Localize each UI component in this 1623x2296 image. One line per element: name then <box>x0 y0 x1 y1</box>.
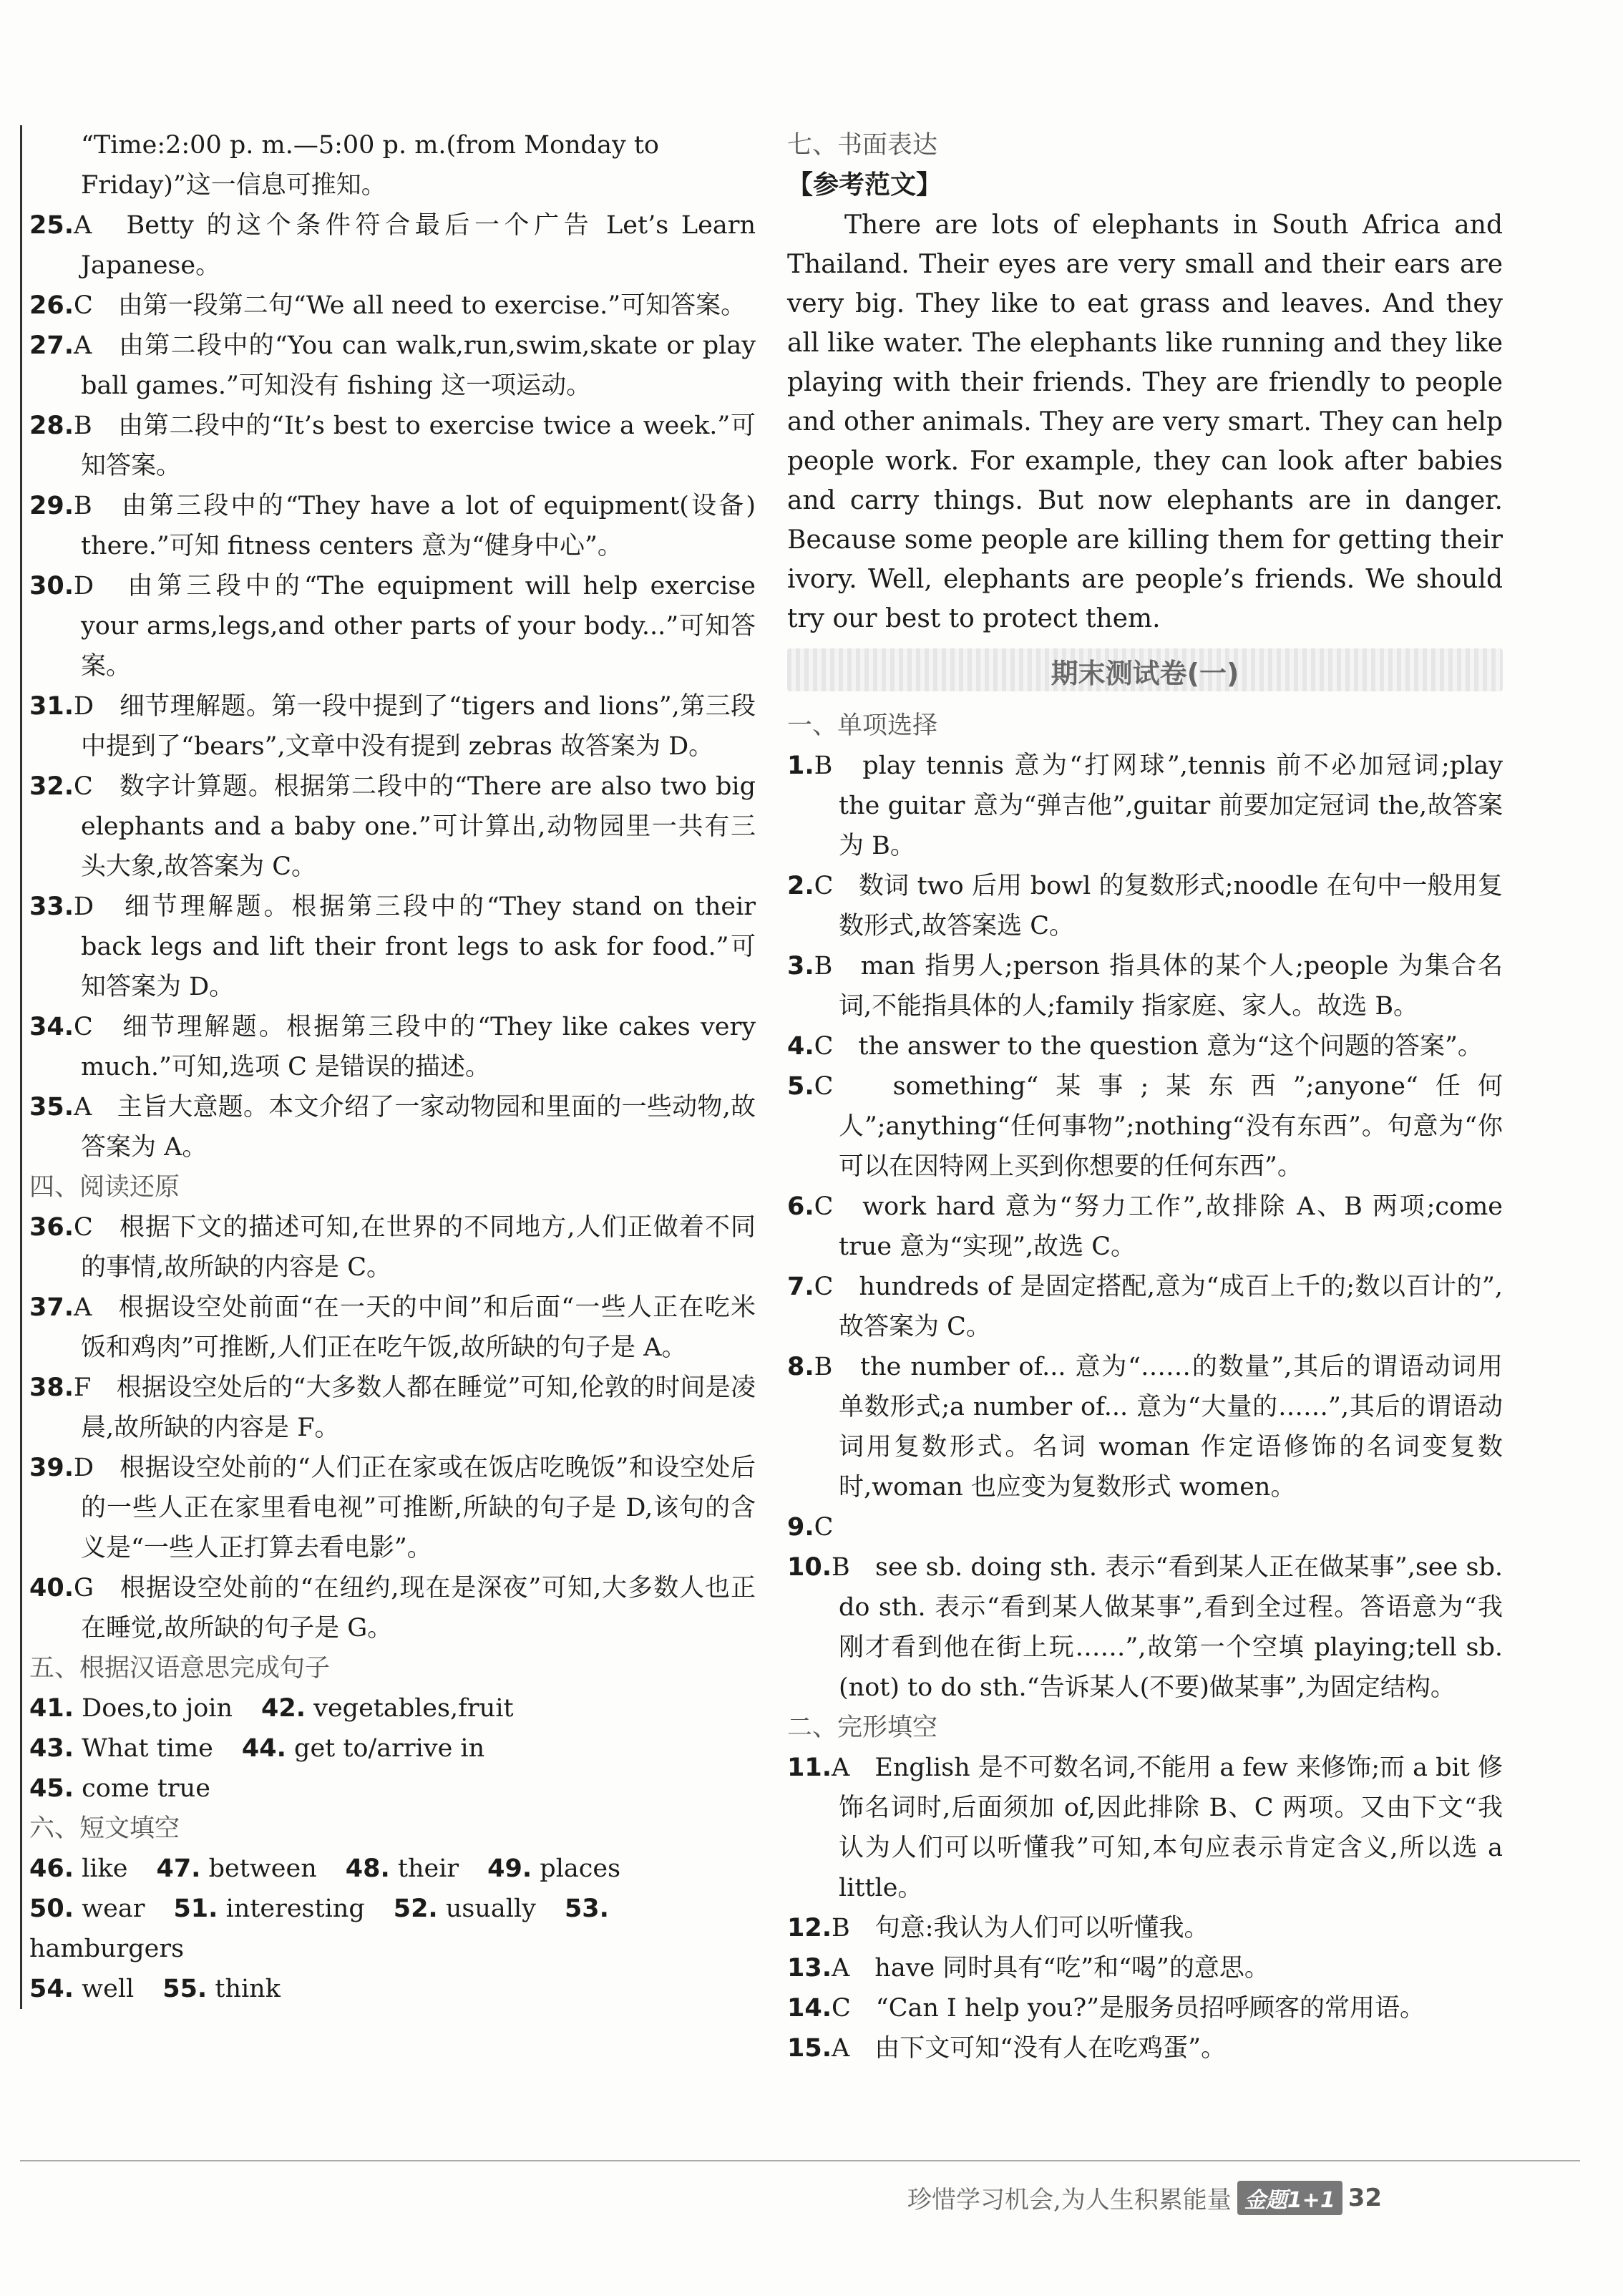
answer-number: 2. <box>787 872 814 900</box>
answers-25-35 <box>29 205 756 1167</box>
answer-item <box>29 1448 756 1568</box>
answer-item <box>29 1007 756 1087</box>
answer-number: 49. <box>487 1854 532 1883</box>
answer-number: 15. <box>787 2034 832 2063</box>
section-heading-4: 四、阅读还原 <box>29 1173 180 1202</box>
answer-number: 51. <box>173 1894 218 1923</box>
right-column <box>787 125 1503 2068</box>
model-essay: There are lots of elephants in South Africa and Thailand. Their eyes are very small and their ears are very big. They like to eat grass and leaves. And they all like water. The elephants like running and they like playing with their friends. They are friendly to people and other animals. They are very smart. They can help people work. For example, they can look after babies and carry things. But now elephants are in danger. Because some people are killing them for getting their ivory. Well, elephants are people’s friends. We should try our best to protect them. <box>787 210 1503 633</box>
section-heading-6: 六、短文填空 <box>29 1814 180 1843</box>
answers-11-15 <box>787 1748 1503 2068</box>
answer-text: C 由第一段第二句“We all need to exercise.”可知答案。 <box>74 291 746 320</box>
answer-number: 1. <box>787 751 814 780</box>
answer-number: 27. <box>29 331 74 360</box>
answer-text: well <box>82 1975 135 2003</box>
answer-item <box>29 406 756 486</box>
answer-text: A Betty 的这个条件符合最后一个广告 Let’s Learn Japanese。 <box>74 211 756 280</box>
brand-badge: 金题1+1 <box>1237 2181 1342 2215</box>
section-heading-1: 一、单项选择 <box>787 711 938 740</box>
answer-number: 47. <box>156 1854 201 1883</box>
answer-item <box>29 205 756 286</box>
fill-row <box>29 1889 756 1969</box>
answer-item <box>29 566 756 686</box>
footer-divider <box>20 2160 1580 2161</box>
answer-number: 12. <box>787 1914 832 1942</box>
answer-number: 3. <box>787 952 814 981</box>
section-heading-5: 五、根据汉语意思完成句子 <box>29 1654 331 1683</box>
answer-item <box>787 1347 1503 1507</box>
answer-text: usually <box>445 1894 536 1923</box>
answer-text: A 根据设空处前面“在一天的中间”和后面“一些人正在吃米饭和鸡肉”可推断,人们正在吃午饭,故所缺的句子是 A。 <box>74 1293 756 1362</box>
answer-text: B the number of... 意为“……的数量”,其后的谓语动词用单数形式;a number of... 意为“大量的……”,其后的谓语动词用复数形式。名词 woman 作定语修饰的名词变复数时,woman 也应变为复数形式 women。 <box>814 1353 1503 1502</box>
answer-item <box>787 1547 1503 1708</box>
answer-text: D 细节理解题。根据第三段中的“They stand on their back legs and lift their front legs to ask for food.”可知答案为 D。 <box>74 892 756 1001</box>
answer-text: C 数字计算题。根据第二段中的“There are also two big elephants and a baby one.”可计算出,动物园里一共有三头大象,故答案为 C。 <box>74 772 756 881</box>
answer-item <box>29 1288 756 1368</box>
answer-number: 13. <box>787 1954 832 1983</box>
answer-number: 54. <box>29 1975 74 2003</box>
answer-number: 30. <box>29 572 74 600</box>
answer-item <box>29 887 756 1007</box>
answer-text: C the answer to the question 意为“这个问题的答案”。 <box>814 1032 1483 1061</box>
answer-number: 32. <box>29 772 74 801</box>
exam-title: 期末测试卷(一) <box>787 648 1503 699</box>
answer-text: G 根据设空处前的“在纽约,现在是深夜”可知,大多数人也正在睡觉,故所缺的句子是 G。 <box>74 1574 756 1643</box>
answer-number: 40. <box>29 1574 74 1602</box>
answer-number: 4. <box>787 1032 814 1061</box>
answer-text: come true <box>82 1774 210 1803</box>
answer-item <box>787 1948 1503 1988</box>
answer-text: C 根据下文的描述可知,在世界的不同地方,人们正做着不同的事情,故所缺的内容是 C。 <box>74 1213 756 1282</box>
answer-item <box>29 1568 756 1648</box>
answer-item <box>29 767 756 887</box>
answer-text: A English 是不可数名词,不能用 a few 来修饰;而 a bit 修饰名词时,后面须加 of,因此排除 B、C 两项。又由下文“我认为人们可以听懂我”可知,本句应表示肯定含义,所以选 a little。 <box>832 1753 1503 1902</box>
answer-item <box>29 1207 756 1288</box>
fill-row <box>29 1728 756 1769</box>
answer-number: 11. <box>787 1753 832 1782</box>
answer-number: 29. <box>29 492 74 520</box>
answer-text: C something“某事;某东西”;anyone“任何人”;anything“任何事物”;nothing“没有东西”。句意为“你可以在因特网上买到你想要的任何东西”。 <box>814 1072 1503 1181</box>
answer-text: places <box>540 1854 621 1883</box>
answer-number: 33. <box>29 892 74 921</box>
answer-number: 5. <box>787 1072 814 1101</box>
answer-text: A 由第二段中的“You can walk,run,swim,skate or play ball games.”可知没有 fishing 这一项运动。 <box>74 331 756 400</box>
answer-number: 36. <box>29 1213 74 1242</box>
answer-text: think <box>215 1975 281 2003</box>
answer-item <box>787 1507 1503 1547</box>
answer-number: 53. <box>564 1894 609 1923</box>
answer-text: C work hard 意为“努力工作”,故排除 A、B 两项;come true 意为“实现”,故选 C。 <box>814 1192 1503 1261</box>
answers-41-45 <box>29 1688 756 1809</box>
answer-item <box>29 1368 756 1448</box>
answer-item <box>787 1988 1503 2028</box>
answer-item <box>787 1187 1503 1267</box>
answer-text: A 主旨大意题。本文介绍了一家动物园和里面的一些动物,故答案为 A。 <box>74 1093 756 1162</box>
answer-number: 10. <box>787 1553 832 1582</box>
answer-number: 46. <box>29 1854 74 1883</box>
answer-text: B man 指男人;person 指具体的某个人;people 为集合名词,不能指具体的人;family 指家庭、家人。故选 B。 <box>814 952 1503 1021</box>
answer-text: interesting <box>225 1894 365 1923</box>
continued-line: Friday)”这一信息可推知。 <box>81 171 386 200</box>
answer-number: 38. <box>29 1373 74 1402</box>
answer-number: 48. <box>345 1854 390 1883</box>
answer-text: their <box>397 1854 459 1883</box>
answer-text: like <box>82 1854 128 1883</box>
answer-item <box>787 1748 1503 1908</box>
answer-number: 44. <box>241 1734 286 1763</box>
answers-46-55 <box>29 1849 756 2009</box>
answer-item <box>29 286 756 326</box>
answer-item <box>29 326 756 406</box>
answer-text: between <box>208 1854 317 1883</box>
answer-text: A 由下文可知“没有人在吃鸡蛋”。 <box>832 2034 1227 2063</box>
answer-number: 42. <box>261 1694 306 1723</box>
answer-number: 45. <box>29 1774 74 1803</box>
answer-number: 50. <box>29 1894 74 1923</box>
answer-number: 34. <box>29 1013 74 1041</box>
answer-item <box>787 866 1503 946</box>
answer-item <box>787 1026 1503 1066</box>
answer-item <box>787 746 1503 866</box>
answer-item <box>787 946 1503 1026</box>
answer-number: 31. <box>29 692 74 721</box>
answer-text: B 由第二段中的“It’s best to exercise twice a week.”可知答案。 <box>74 412 756 480</box>
section-heading-7: 七、书面表达 <box>787 131 938 160</box>
answer-text: A have 同时具有“吃”和“喝”的意思。 <box>832 1954 1269 1983</box>
fill-row <box>29 1769 756 1809</box>
answer-item <box>787 1066 1503 1187</box>
answer-number: 52. <box>393 1894 438 1923</box>
answer-text: Does,to join <box>82 1694 233 1723</box>
answer-number: 37. <box>29 1293 74 1322</box>
answer-text: D 由第三段中的“The equipment will help exercise your arms,legs,and other parts of your body...”可知答案。 <box>74 572 756 681</box>
answers-36-40 <box>29 1207 756 1648</box>
answer-number: 26. <box>29 291 74 320</box>
answer-text: D 细节理解题。第一段中提到了“tigers and lions”,第三段中提到了“bears”,文章中没有提到 zebras 故答案为 D。 <box>74 692 756 761</box>
answer-text: F 根据设空处后的“大多数人都在睡觉”可知,伦敦的时间是凌晨,故所缺的内容是 F。 <box>74 1373 756 1442</box>
answer-item <box>787 2028 1503 2068</box>
answer-number: 9. <box>787 1513 814 1542</box>
answer-text: C “Can I help you?”是服务员招呼顾客的常用语。 <box>832 1994 1425 2023</box>
answer-text: C <box>814 1513 834 1542</box>
answer-number: 25. <box>29 211 74 240</box>
answer-number: 14. <box>787 1994 832 2023</box>
continued-line: “Time:2:00 p. m.—5:00 p. m.(from Monday to <box>81 131 659 160</box>
answer-text: get to/arrive in <box>294 1734 485 1763</box>
reference-label: 【参考范文】 <box>787 170 942 200</box>
fill-row <box>29 1849 756 1889</box>
answer-number: 28. <box>29 412 74 440</box>
answer-number: 6. <box>787 1192 814 1221</box>
page-footer <box>907 2180 1382 2215</box>
page-number: 32 <box>1347 2183 1383 2212</box>
answer-number: 41. <box>29 1694 74 1723</box>
answer-text: hamburgers <box>29 1935 185 1963</box>
answer-number: 55. <box>162 1975 208 2003</box>
answer-text: wear <box>82 1894 145 1923</box>
answer-item <box>29 486 756 566</box>
answer-text: C 细节理解题。根据第三段中的“They like cakes very much.”可知,选项 C 是错误的描述。 <box>74 1013 756 1081</box>
answer-number: 7. <box>787 1273 814 1301</box>
answer-number: 35. <box>29 1093 74 1122</box>
answer-text: What time <box>82 1734 213 1763</box>
fill-row <box>29 1688 756 1728</box>
answer-item <box>787 1267 1503 1347</box>
answer-number: 39. <box>29 1454 74 1482</box>
answers-1-10 <box>787 746 1503 1708</box>
left-column <box>20 125 756 2009</box>
answer-text: vegetables,fruit <box>313 1694 514 1723</box>
answer-text: D 根据设空处前的“人们正在家或在饭店吃晚饭”和设空处后的一些人正在家里看电视”可推断,所缺的句子是 D,该句的含义是“一些人正打算去看电影”。 <box>74 1454 756 1562</box>
answer-text: B see sb. doing sth. 表示“看到某人正在做某事”,see sb. do sth. 表示“看到某人做某事”,看到全过程。答语意为“我刚才看到他在街上玩……”,故第一个空填 playing;tell sb.(not) to do sth.“告诉某人(不要)做某事”,为固定结构。 <box>832 1553 1503 1702</box>
answer-text: C hundreds of 是固定搭配,意为“成百上千的;数以百计的”,故答案为 C。 <box>814 1273 1503 1341</box>
answer-text: B 由第三段中的“They have a lot of equipment(设备) there.”可知 fitness centers 意为“健身中心”。 <box>74 492 756 560</box>
section-heading-2: 二、完形填空 <box>787 1713 938 1742</box>
answer-text: C 数词 two 后用 bowl 的复数形式;noodle 在句中一般用复数形式,故答案选 C。 <box>814 872 1503 940</box>
answer-item <box>787 1908 1503 1948</box>
footer-motto: 珍惜学习机会,为人生积累能量 <box>907 2186 1232 2214</box>
fill-row <box>29 1969 756 2009</box>
answer-number: 43. <box>29 1734 74 1763</box>
answer-text: B 句意:我认为人们可以听懂我。 <box>832 1914 1209 1942</box>
answer-number: 8. <box>787 1353 814 1381</box>
answer-item <box>29 686 756 767</box>
answer-item <box>29 1087 756 1167</box>
answer-text: B play tennis 意为“打网球”,tennis 前不必加冠词;play the guitar 意为“弹吉他”,guitar 前要加定冠词 the,故答案为 B。 <box>814 751 1503 860</box>
